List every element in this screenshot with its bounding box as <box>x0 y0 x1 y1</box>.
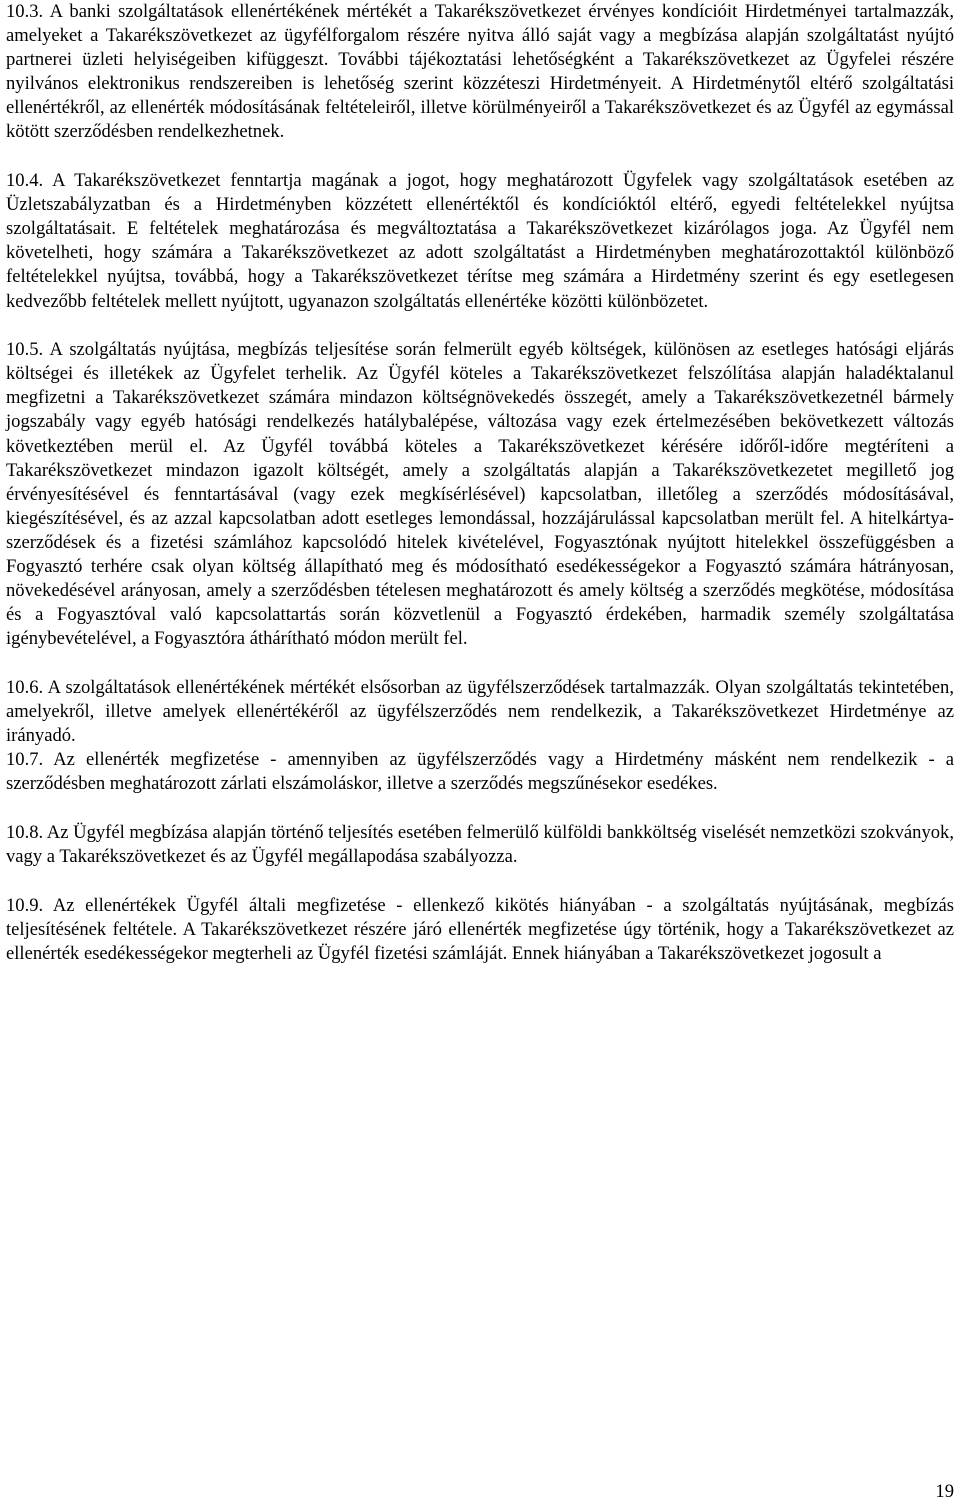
paragraph-10-9: 10.9. Az ellenértékek Ügyfél általi megfizetése - ellenkező kikötés hiányában - a szolgáltatás nyújtásának, megbízás teljesítésének feltétele. A Takarékszövetkezet részére járó ellenérték megfizetése úgy történik, hogy a Takarékszövetkezet az ellenérték esedékességekor megterheli az Ügyfél fizetési számláját. Ennek hiányában a Takarékszövetkezet jogosult a <box>6 894 954 964</box>
paragraph-10-7: 10.7. Az ellenérték megfizetése - amennyiben az ügyfélszerződés vagy a Hirdetmény másként nem rendelkezik - a szerződésben meghatározott zárlati elszámoláskor, illetve a szerződés megszűnésekor esedékes. <box>6 749 954 795</box>
paragraph-10-3: 10.3. A banki szolgáltatások ellenértékének mértékét a Takarékszövetkezet érvényes kondícióit Hirdetményei tartalmazzák, amelyeket a Takarékszövetkezet az ügyfélforgalom részére nyitva álló saját vagy a megbízása alapján szolgáltatást nyújtó partnerei üzleti helyiségeiben kifüggeszt. További tájékoztatási lehetőségként a Takarékszövetkezet az Ügyfelei részére nyilvános elektronikus rendszereiben is lehetőség szerint közzéteszi Hirdetményeit. A Hirdetménytől eltérő szolgáltatási ellenértékről, az ellenérték módosításának feltételeiről, illetve körülményeiről a Takarékszövetkezet és az Ügyfél az egymással kötött szerződésben rendelkezhetnek. <box>6 1 954 143</box>
page-number: 19 <box>935 1481 954 1502</box>
paragraph-10-4: 10.4. A Takarékszövetkezet fenntartja magának a jogot, hogy meghatározott Ügyfelek vagy szolgáltatások esetében az Üzletszabályzatban és a Hirdetményben közzétett ellenértéktől és kondícióktól eltérő, egyedi feltételekkel nyújtsa szolgáltatásait. E feltételek meghatározása és megváltoztatása a Takarékszövetkezet kizárólagos joga. Az Ügyfél nem követelheti, hogy számára a Takarékszövetkezet az adott szolgáltatást a Hirdetményben meghatározottaktól különböző feltételekkel nyújtsa, továbbá, hogy a Takarékszövetkezet térítse meg számára a Hirdetmény szerint és egy esetlegesen kedvezőbb feltételek mellett nyújtott, ugyanazon szolgáltatás ellenértéke közötti különbözetet. <box>6 170 954 312</box>
paragraph-10-5: 10.5. A szolgáltatás nyújtása, megbízás teljesítése során felmerült egyéb költségek, különösen az esetleges hatósági eljárás költségei és illetékek az Ügyfelet terhelik. Az Ügyfél köteles a Takarékszövetkezet felszólítása alapján haladéktalanul megfizetni a Takarékszövetkezet számára mindazon költségnövekedés összegét, amely a Takarékszövetkezetnél bármely jogszabály vagy egyéb hatósági rendelkezés hatálybalépése, változása vagy ezek értelmezésében bekövetkezett változás következtében merül el. Az Ügyfél továbbá köteles a Takarékszövetkezet kérésére időről-időre megtéríteni a Takarékszövetkezet mindazon igazolt költségét, amely a szolgáltatás alapján a Takarékszövetkezetet megillető jog érvényesítésével és fenntartásával (vagy ezek megkísérlésével) kapcsolatban, illetőleg a szerződés módosításával, kiegészítésével, és az azzal kapcsolatban adott esetleges lemondással, hozzájárulással kapcsolatban merült fel. A hitelkártya-szerződések és a fizetési számlához kapcsolódó hitelek kivételével, Fogyasztónak nyújtott hitelekkel összefüggésben a Fogyasztó terhére csak olyan költség állapítható meg és módosítható esedékességekor a Fogyasztó számára hátrányosan, növekedésével arányosan, amely a szerződésben tételesen meghatározott és amely költség a szerződés megkötése, módosítása és a Fogyasztóval való kapcsolattartás során közvetlenül a Fogyasztó érdekében, harmadik személy szolgáltatása igénybevételével, a Fogyasztóra áthárítható módon merült fel. <box>6 339 954 650</box>
document-page <box>6 0 954 966</box>
paragraph-10-6: 10.6. A szolgáltatások ellenértékének mértékét elsősorban az ügyfélszerződések tartalmazzák. Olyan szolgáltatás tekintetében, amelyekről, illetve amelyek ellenértékéről az ügyfélszerződés nem rendelkezik, a Takarékszövetkezet Hirdetménye az irányadó. <box>6 676 954 747</box>
paragraph-10-8: 10.8. Az Ügyfél megbízása alapján történő teljesítés esetében felmerülő külföldi bankköltség viselését nemzetközi szokványok, vagy a Takarékszövetkezet és az Ügyfél megállapodása szabályozza. <box>6 821 954 867</box>
